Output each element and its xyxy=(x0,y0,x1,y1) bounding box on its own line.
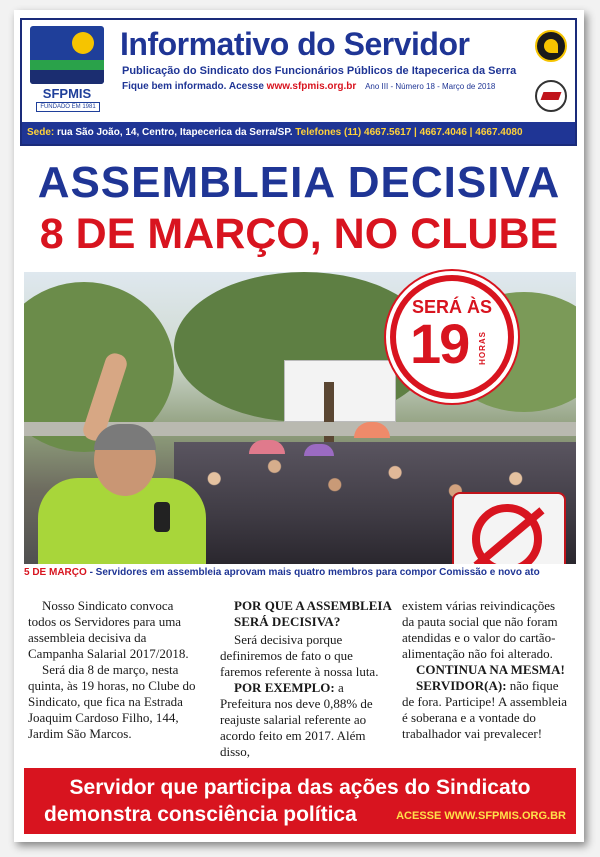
masthead-info xyxy=(122,81,495,92)
masthead-title: Informativo do Servidor xyxy=(120,26,470,62)
caption-date: 5 DE MARÇO xyxy=(24,567,87,578)
logo-name: SFPMIS xyxy=(42,86,92,101)
article-column-1 xyxy=(28,598,200,742)
time-badge xyxy=(386,271,518,403)
paragraph xyxy=(402,678,570,742)
phone-numbers: Telefones (11) 4667.5617 | 4667.4046 | 4667.4080 xyxy=(295,127,523,138)
article-column-3 xyxy=(402,598,570,742)
paragraph: Nosso Sindicato convoca todos os Servidores para uma assembleia decisiva da Campanha Salarial 2017/2018. xyxy=(28,598,189,661)
speaker-figure xyxy=(34,352,194,564)
paragraph: existem várias reivindicações da pauta social que não foram atendidas e o valor do cartão-alimentação não foi alterado. xyxy=(402,598,558,661)
address-bar xyxy=(22,122,575,144)
microphone-icon xyxy=(154,502,170,532)
headline-line-2: 8 DE MARÇO, NO CLUBE xyxy=(39,210,559,258)
edition-info: Ano III - Número 18 - Março de 2018 xyxy=(365,82,496,91)
bold-lead: SERVIDOR(A): xyxy=(416,678,507,693)
paragraph: Será decisiva porque definiremos de fato o que faremos referente à nossa luta. xyxy=(220,632,379,679)
caption-text: - Servidores em assembleia aprovam mais quatro membros para compor Comissão e novo ato xyxy=(89,567,540,578)
bold-lead: POR EXEMPLO: xyxy=(234,680,335,695)
footer-banner xyxy=(24,768,576,834)
badge-top-text: SERÁ ÀS xyxy=(411,297,492,317)
masthead xyxy=(20,18,577,146)
sede-label: Sede: xyxy=(27,127,55,138)
footer-line-1: Servidor que participa das ações do Sindicato xyxy=(69,776,531,799)
section-heading: POR QUE A ASSEMBLEIA SERÁ DECISIVA? xyxy=(234,598,392,629)
badge-unit: HORAS xyxy=(478,331,487,365)
sun-icon xyxy=(72,32,94,54)
footer-website-link[interactable]: ACESSE WWW.SFPMIS.ORG.BR xyxy=(396,810,566,822)
photo-caption xyxy=(24,567,576,578)
paragraph: Será dia 8 de março, nesta quinta, às 19 horas, no Clube do Sindicato, que fica na Estrada Joaquim Cardoso Filho, 144, Jardim São Marcos. xyxy=(28,662,196,741)
footer-line-2: demonstra consciência política xyxy=(44,803,357,826)
sede-address: rua São João, 14, Centro, Itapecerica da Serra/SP. xyxy=(57,127,293,138)
headline-line-1: ASSEMBLEIA DECISIVA xyxy=(37,158,561,207)
logo-emblem xyxy=(30,26,104,84)
photo-truck xyxy=(284,360,396,422)
no-parking-sign-icon xyxy=(452,492,566,564)
info-website-link[interactable]: www.sfpmis.org.br xyxy=(266,81,357,92)
sfpmis-logo xyxy=(30,26,104,112)
union-emblem-icon xyxy=(535,30,567,62)
info-lead: Fique bem informado. Acesse xyxy=(122,81,264,92)
paragraph-text: não fique de fora. Participe! A assembleia é soberana e a vontade do trabalhador vai prevalecer! xyxy=(402,678,567,741)
logo-wave-blue xyxy=(30,70,104,84)
paragraph xyxy=(220,680,392,760)
federation-emblem-icon xyxy=(535,80,567,112)
badge-hour: 19 xyxy=(410,312,469,375)
umbrella-icon xyxy=(304,444,334,456)
article-column-2 xyxy=(220,598,392,760)
paragraph-text: a Prefeitura nos deve 0,88% de reajuste salarial referente ao acordo feito em 2017. Além disso, xyxy=(220,680,373,759)
bold-callout: CONTINUA NA MESMA! xyxy=(416,662,565,677)
newsletter-page xyxy=(14,10,584,842)
masthead-subtitle: Publicação do Sindicato dos Funcionários Públicos de Itapecerica da Serra xyxy=(122,65,517,77)
logo-founded: FUNDADO EM 1981 xyxy=(36,102,100,112)
umbrella-icon xyxy=(249,440,285,454)
